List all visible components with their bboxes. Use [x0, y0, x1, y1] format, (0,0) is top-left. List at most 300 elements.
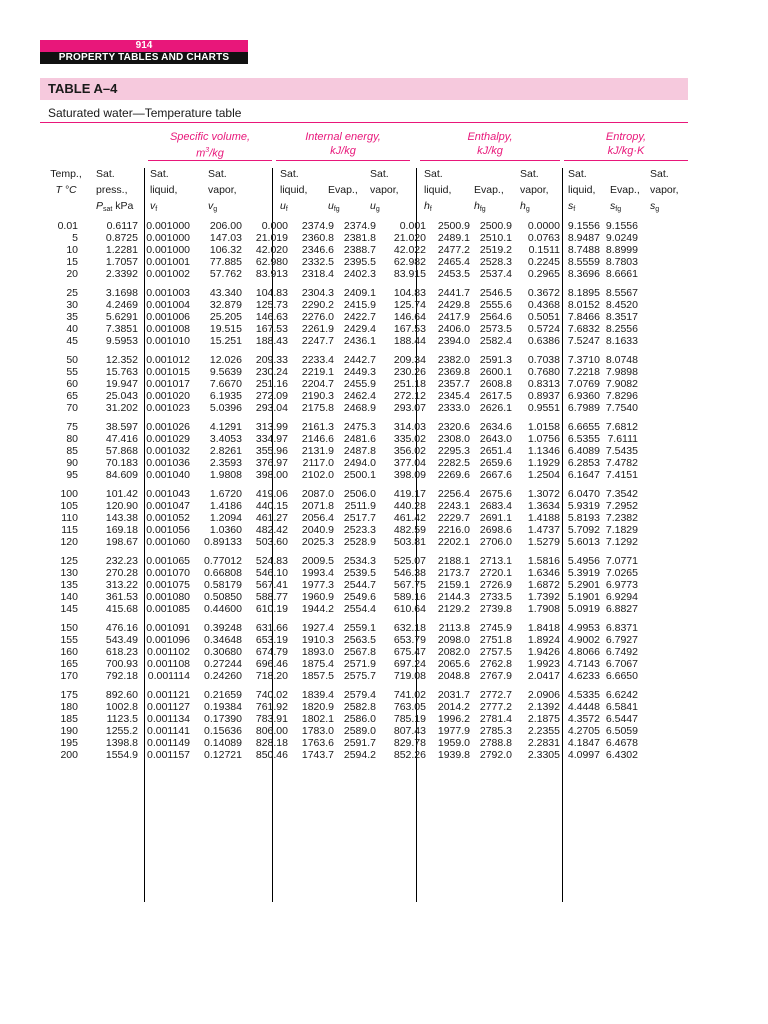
cell-hf: 0.001	[399, 220, 426, 232]
cell-sfg: 4.7143	[567, 658, 600, 670]
cell-ug: 2579.4	[343, 689, 376, 701]
col-header-sg: Sat. vapor, $s_g$	[650, 168, 679, 213]
cell-ug: 2559.1	[343, 622, 376, 634]
cell-ufg: 2102.0	[301, 469, 334, 481]
cell-hfg: 2282.5	[437, 457, 470, 469]
cell-sg: 7.7540	[605, 402, 638, 414]
cell-ug: 2528.9	[343, 536, 376, 548]
cell-press: 313.22	[105, 579, 138, 591]
cell-vf: 0.001023	[146, 402, 190, 414]
cell-temp: 35	[66, 311, 78, 323]
cell-uf: 146.63	[255, 311, 288, 323]
cell-hfg: 2394.0	[437, 335, 470, 347]
cell-hfg: 2500.9	[437, 220, 470, 232]
cell-sf: 0.2245	[527, 256, 560, 268]
cell-sf: 2.0906	[527, 689, 560, 701]
cell-vg: 9.5639	[209, 366, 242, 378]
cell-ug: 2589.0	[343, 725, 376, 737]
row-group	[40, 354, 688, 414]
cell-ufg: 2290.2	[301, 299, 334, 311]
cell-vg: 0.15636	[204, 725, 242, 737]
table-row	[40, 354, 688, 366]
cell-ug: 2402.3	[343, 268, 376, 280]
cell-uf: 524.83	[255, 555, 288, 567]
cell-hfg: 1996.2	[437, 713, 470, 725]
cell-hfg: 2173.7	[437, 567, 470, 579]
cell-vg: 0.24260	[204, 670, 242, 682]
cell-vg: 0.19384	[204, 701, 242, 713]
cell-temp: 60	[66, 378, 78, 390]
cell-ug: 2449.3	[343, 366, 376, 378]
cell-vg: 7.6670	[209, 378, 242, 390]
cell-hfg: 1939.8	[437, 749, 470, 761]
cell-uf: 376.97	[255, 457, 288, 469]
cell-hg: 2659.6	[479, 457, 512, 469]
cell-vf: 0.001002	[146, 268, 190, 280]
cell-sf: 1.1929	[527, 457, 560, 469]
cell-sfg: 5.2901	[567, 579, 600, 591]
table-row	[40, 646, 688, 658]
cell-sf: 1.9923	[527, 658, 560, 670]
table-row	[40, 220, 688, 232]
cell-temp: 25	[66, 287, 78, 299]
cell-uf: 167.53	[255, 323, 288, 335]
cell-sf: 1.1346	[527, 445, 560, 457]
cell-ufg: 2276.0	[301, 311, 334, 323]
cell-sf: 1.9426	[527, 646, 560, 658]
cell-sg: 8.1633	[605, 335, 638, 347]
table-row	[40, 725, 688, 737]
cell-hfg: 2369.8	[437, 366, 470, 378]
cell-hg: 2751.8	[479, 634, 512, 646]
cell-ug: 2582.8	[343, 701, 376, 713]
cell-press: 70.183	[105, 457, 138, 469]
cell-uf: 83.913	[255, 268, 288, 280]
cell-press: 1.2281	[105, 244, 138, 256]
cell-sg: 8.6661	[605, 268, 638, 280]
cell-press: 415.68	[105, 603, 138, 615]
table-row	[40, 536, 688, 548]
cell-sfg: 4.5335	[567, 689, 600, 701]
cell-press: 38.597	[105, 421, 138, 433]
cell-uf: 313.99	[255, 421, 288, 433]
cell-ug: 2549.6	[343, 591, 376, 603]
cell-hg: 2762.8	[479, 658, 512, 670]
cell-temp: 15	[66, 256, 78, 268]
cell-vg: 0.89133	[204, 536, 242, 548]
table-row	[40, 299, 688, 311]
cell-sg: 8.5567	[605, 287, 638, 299]
cell-hfg: 2320.6	[437, 421, 470, 433]
cell-vg: 5.0396	[209, 402, 242, 414]
cell-temp: 190	[60, 725, 78, 737]
cell-hfg: 2406.0	[437, 323, 470, 335]
cell-press: 1002.8	[105, 701, 138, 713]
cell-ufg: 2374.9	[301, 220, 334, 232]
cell-vg: 4.1291	[209, 421, 242, 433]
table-row	[40, 469, 688, 481]
cell-hf: 632.18	[393, 622, 426, 634]
cell-sg: 6.9294	[605, 591, 638, 603]
cell-press: 19.947	[105, 378, 138, 390]
cell-sf: 0.9551	[527, 402, 560, 414]
cell-vf: 0.001020	[146, 390, 190, 402]
cell-ug: 2554.4	[343, 603, 376, 615]
table-row	[40, 634, 688, 646]
cell-ufg: 2304.3	[301, 287, 334, 299]
cell-sg: 6.5447	[605, 713, 638, 725]
cell-sfg: 9.1556	[567, 220, 600, 232]
cell-sg: 6.9773	[605, 579, 638, 591]
cell-hf: 829.78	[393, 737, 426, 749]
cell-press: 232.23	[105, 555, 138, 567]
cell-ug: 2506.0	[343, 488, 376, 500]
cell-sf: 1.5816	[527, 555, 560, 567]
cell-ug: 2500.1	[343, 469, 376, 481]
cell-vf: 0.001000	[146, 220, 190, 232]
cell-temp: 80	[66, 433, 78, 445]
cell-hfg: 2417.9	[437, 311, 470, 323]
cell-vg: 0.14089	[204, 737, 242, 749]
cell-ufg: 2332.5	[301, 256, 334, 268]
cell-uf: 588.77	[255, 591, 288, 603]
cell-sg: 9.0249	[605, 232, 638, 244]
cell-vf: 0.001060	[146, 536, 190, 548]
cell-vf: 0.001091	[146, 622, 190, 634]
cell-ug: 2594.2	[343, 749, 376, 761]
cell-vf: 0.001075	[146, 579, 190, 591]
cell-vf: 0.001085	[146, 603, 190, 615]
cell-press: 892.60	[105, 689, 138, 701]
cell-hg: 2564.6	[479, 311, 512, 323]
cell-vf: 0.001017	[146, 378, 190, 390]
cell-hfg: 2382.0	[437, 354, 470, 366]
cell-sf: 2.0417	[527, 670, 560, 682]
cell-vf: 0.001149	[146, 737, 190, 749]
cell-ufg: 2346.6	[301, 244, 334, 256]
cell-hg: 2767.9	[479, 670, 512, 682]
cell-sf: 1.6346	[527, 567, 560, 579]
cell-hf: 675.47	[393, 646, 426, 658]
cell-temp: 65	[66, 390, 78, 402]
cell-sf: 1.7908	[527, 603, 560, 615]
cell-press: 57.868	[105, 445, 138, 457]
table-row	[40, 268, 688, 280]
data-table	[40, 220, 688, 768]
cell-temp: 155	[60, 634, 78, 646]
cell-sfg: 7.5247	[567, 335, 600, 347]
row-group	[40, 220, 688, 280]
cell-temp: 95	[66, 469, 78, 481]
cell-vf: 0.001134	[146, 713, 190, 725]
cell-sg: 7.0265	[605, 567, 638, 579]
table-label-band	[40, 78, 688, 100]
cell-temp: 40	[66, 323, 78, 335]
cell-ug: 2409.1	[343, 287, 376, 299]
cell-sf: 1.4737	[527, 524, 560, 536]
cell-temp: 140	[60, 591, 78, 603]
cell-sf: 1.3634	[527, 500, 560, 512]
table-row	[40, 323, 688, 335]
table-row	[40, 603, 688, 615]
cell-temp: 20	[66, 268, 78, 280]
cell-ug: 2475.3	[343, 421, 376, 433]
cell-sf: 2.2831	[527, 737, 560, 749]
table-row	[40, 366, 688, 378]
cell-vg: 1.0360	[209, 524, 242, 536]
cell-hg: 2691.1	[479, 512, 512, 524]
cell-sg: 7.4151	[605, 469, 638, 481]
cell-hf: 167.53	[393, 323, 426, 335]
cell-sg: 7.3542	[605, 488, 638, 500]
cell-ug: 2575.7	[343, 670, 376, 682]
cell-vf: 0.001056	[146, 524, 190, 536]
cell-hf: 852.26	[393, 749, 426, 761]
cell-press: 1123.5	[106, 713, 138, 725]
cell-vg: 15.251	[209, 335, 242, 347]
cell-temp: 145	[60, 603, 78, 615]
cell-hf: 807.43	[393, 725, 426, 737]
col-header-ufg: Evap., $u_{fg}$	[328, 184, 358, 213]
cell-vf: 0.001001	[146, 256, 190, 268]
cell-ufg: 1820.9	[301, 701, 334, 713]
cell-temp: 150	[60, 622, 78, 634]
cell-temp: 135	[60, 579, 78, 591]
cell-ug: 2571.9	[343, 658, 376, 670]
cell-temp: 115	[61, 524, 78, 536]
cell-temp: 30	[66, 299, 78, 311]
cell-temp: 85	[66, 445, 78, 457]
cell-sfg: 8.0152	[567, 299, 600, 311]
cell-uf: 567.41	[255, 579, 288, 591]
cell-vg: 25.205	[209, 311, 242, 323]
cell-vf: 0.001008	[146, 323, 190, 335]
cell-sg: 6.8371	[605, 622, 638, 634]
cell-ufg: 2009.5	[301, 555, 334, 567]
cell-temp: 175	[60, 689, 78, 701]
cell-ug: 2494.0	[343, 457, 376, 469]
cell-ufg: 1839.4	[301, 689, 334, 701]
cell-press: 543.49	[105, 634, 138, 646]
cell-temp: 125	[60, 555, 78, 567]
cell-hg: 2675.6	[479, 488, 512, 500]
cell-sfg: 8.5559	[567, 256, 600, 268]
cell-vf: 0.001070	[146, 567, 190, 579]
cell-vf: 0.001114	[147, 670, 190, 682]
section-title: PROPERTY TABLES AND CHARTS	[40, 52, 248, 64]
cell-sg: 7.4782	[605, 457, 638, 469]
cell-sg: 8.0748	[605, 354, 638, 366]
cell-hf: 653.79	[393, 634, 426, 646]
cell-sfg: 5.4956	[567, 555, 600, 567]
cell-hf: 398.09	[393, 469, 426, 481]
cell-vf: 0.001065	[146, 555, 190, 567]
cell-ug: 2374.9	[343, 220, 376, 232]
cell-vf: 0.001141	[146, 725, 190, 737]
cell-sf: 1.2504	[527, 469, 560, 481]
rule-specific-volume	[148, 160, 272, 161]
cell-ufg: 2131.9	[301, 445, 334, 457]
table-row	[40, 622, 688, 634]
cell-hg: 2634.6	[479, 421, 512, 433]
cell-ug: 2415.9	[343, 299, 376, 311]
cell-ug: 2442.7	[343, 354, 376, 366]
cell-vg: 43.340	[209, 287, 242, 299]
cell-sf: 0.1511	[528, 244, 560, 256]
col-header-uf: Sat. liquid, $u_f$	[280, 168, 308, 213]
cell-sg: 9.1556	[605, 220, 638, 232]
cell-hfg: 2144.3	[437, 591, 470, 603]
cell-temp: 130	[60, 567, 78, 579]
cell-hg: 2698.6	[479, 524, 512, 536]
cell-hf: 419.17	[393, 488, 426, 500]
cell-hf: 567.75	[393, 579, 426, 591]
cell-sfg: 6.6655	[567, 421, 600, 433]
cell-ug: 2422.7	[343, 311, 376, 323]
cell-press: 84.609	[105, 469, 138, 481]
cell-hfg: 2453.5	[437, 268, 470, 280]
cell-sfg: 8.3696	[567, 268, 600, 280]
cell-press: 9.5953	[105, 335, 138, 347]
table-row	[40, 579, 688, 591]
cell-press: 700.93	[105, 658, 138, 670]
cell-sfg: 4.1847	[567, 737, 600, 749]
table-row	[40, 670, 688, 682]
page-number: 914	[40, 40, 248, 52]
cell-ufg: 1960.9	[301, 591, 334, 603]
cell-sf: 1.7392	[527, 591, 560, 603]
cell-hg: 2713.1	[479, 555, 512, 567]
col-header-ug: Sat. vapor, $u_g$	[370, 168, 399, 213]
row-group	[40, 555, 688, 615]
cell-hf: 741.02	[393, 689, 426, 701]
cell-vf: 0.001096	[146, 634, 190, 646]
cell-uf: 631.66	[255, 622, 288, 634]
cell-hg: 2792.0	[479, 749, 512, 761]
cell-press: 2.3392	[105, 268, 138, 280]
cell-sf: 1.8418	[527, 622, 560, 634]
cell-vg: 147.03	[209, 232, 242, 244]
cell-temp: 170	[60, 670, 78, 682]
cell-sf: 0.0000	[527, 220, 560, 232]
cell-hg: 2706.0	[479, 536, 512, 548]
cell-vf: 0.001000	[146, 244, 190, 256]
group-specific-volume-name: Specific volume,	[169, 131, 251, 143]
cell-vg: 0.21659	[204, 689, 242, 701]
cell-sf: 1.0756	[527, 433, 560, 445]
cell-ufg: 2233.4	[301, 354, 334, 366]
col-header-press: Sat. press., $P_{sat}$ kPa	[96, 168, 134, 213]
cell-temp: 200	[60, 749, 78, 761]
cell-hf: 272.12	[393, 390, 426, 402]
cell-sfg: 6.4089	[567, 445, 600, 457]
table-row	[40, 402, 688, 414]
cell-sf: 1.0158	[527, 421, 560, 433]
cell-sf: 2.2355	[527, 725, 560, 737]
table-row	[40, 701, 688, 713]
cell-ug: 2436.1	[343, 335, 376, 347]
cell-ufg: 2087.0	[301, 488, 334, 500]
cell-temp: 110	[61, 512, 78, 524]
cell-sfg: 4.2705	[567, 725, 600, 737]
cell-temp: 160	[60, 646, 78, 658]
cell-sg: 6.6650	[605, 670, 638, 682]
cell-temp: 165	[60, 658, 78, 670]
cell-hfg: 2429.8	[437, 299, 470, 311]
row-group	[40, 488, 688, 548]
table-row	[40, 287, 688, 299]
cell-press: 0.8725	[105, 232, 138, 244]
cell-press: 12.352	[105, 354, 138, 366]
cell-temp: 105	[60, 500, 78, 512]
title-rule	[40, 122, 688, 123]
cell-uf: 355.96	[255, 445, 288, 457]
cell-ufg: 1910.3	[301, 634, 334, 646]
cell-sf: 1.5279	[527, 536, 560, 548]
cell-sg: 7.1292	[605, 536, 638, 548]
cell-vg: 1.6720	[209, 488, 242, 500]
cell-sfg: 4.3572	[567, 713, 600, 725]
cell-ug: 2544.7	[343, 579, 376, 591]
cell-ufg: 2247.7	[301, 335, 334, 347]
cell-hfg: 1959.0	[437, 737, 470, 749]
cell-uf: 783.91	[255, 713, 288, 725]
cell-sg: 8.8999	[605, 244, 638, 256]
cell-ug: 2462.4	[343, 390, 376, 402]
cell-hg: 2651.4	[479, 445, 512, 457]
cell-sf: 0.5724	[527, 323, 560, 335]
cell-ug: 2591.7	[343, 737, 376, 749]
cell-uf: 674.79	[255, 646, 288, 658]
cell-ufg: 2219.1	[301, 366, 334, 378]
table-row	[40, 390, 688, 402]
cell-hfg: 2489.1	[437, 232, 470, 244]
cell-uf: 503.60	[255, 536, 288, 548]
cell-vg: 3.4053	[209, 433, 242, 445]
cell-sg: 6.4302	[605, 749, 638, 761]
cell-hg: 2785.3	[479, 725, 512, 737]
cell-hg: 2772.7	[479, 689, 512, 701]
cell-ufg: 2261.9	[301, 323, 334, 335]
cell-sg: 8.7803	[605, 256, 638, 268]
table-row	[40, 421, 688, 433]
cell-sg: 7.6111	[607, 433, 638, 445]
cell-vf: 0.001047	[146, 500, 190, 512]
row-group	[40, 622, 688, 682]
cell-sfg: 7.6832	[567, 323, 600, 335]
table-row	[40, 713, 688, 725]
cell-ug: 2455.9	[343, 378, 376, 390]
cell-hg: 2600.1	[479, 366, 512, 378]
cell-sg: 7.9082	[605, 378, 638, 390]
cell-hf: 146.64	[393, 311, 426, 323]
cell-ufg: 2025.3	[301, 536, 334, 548]
cell-uf: 461.27	[255, 512, 288, 524]
cell-sg: 8.4520	[605, 299, 638, 311]
cell-sf: 0.8313	[527, 378, 560, 390]
cell-hg: 2591.3	[479, 354, 512, 366]
row-group	[40, 287, 688, 347]
cell-hg: 2582.4	[479, 335, 512, 347]
cell-uf: 62.980	[255, 256, 288, 268]
cell-sf: 2.1875	[527, 713, 560, 725]
cell-sg: 8.3517	[605, 311, 638, 323]
table-row	[40, 658, 688, 670]
cell-vf: 0.001157	[146, 749, 190, 761]
group-enthalpy	[420, 130, 560, 158]
cell-vf: 0.001121	[146, 689, 190, 701]
cell-temp: 180	[60, 701, 78, 713]
